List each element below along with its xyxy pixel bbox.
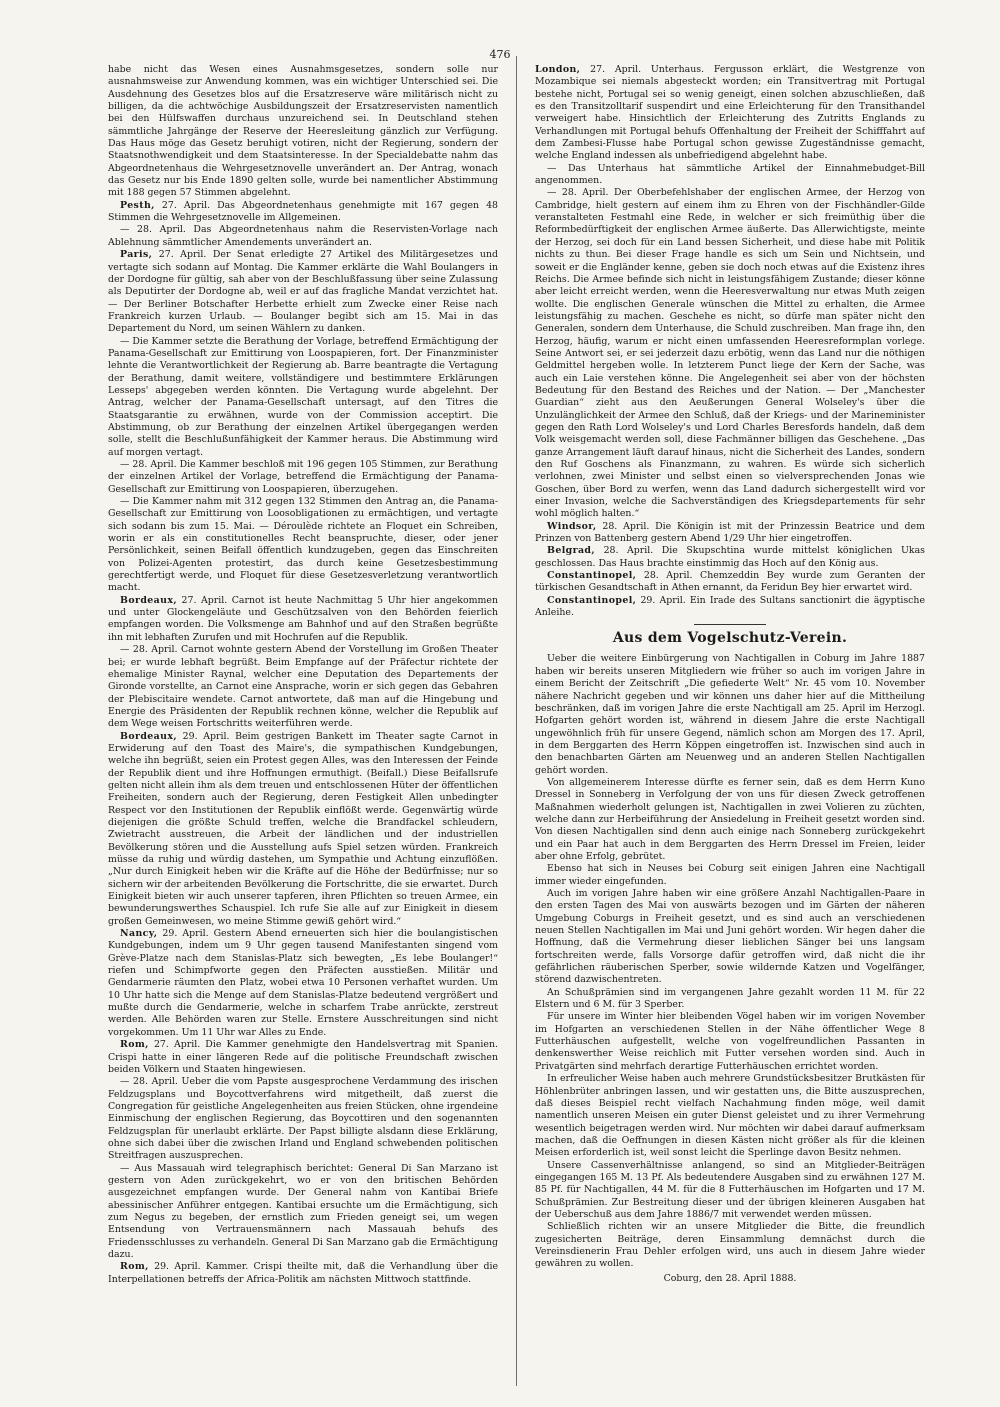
- article-text: — 28. April. Ueber die vom Papste ausgesprochene Verdammung des irischen Feldzugsplans und Boycottverfahrens wird mitgetheilt, daß zuerst die Congregation für geistliche Angelegenheiten aus freien Stücken, ohne irgendeine Einmischung der englischen Regierung, das Boycottiren und den sogenannten Feldzugsplan für unerlaubt erklärte. Der Papst billigte alsdann diese Erklärung, ohne sich dabei über die zwischen Irland und England schwebenden politischen Streitfragen auszusprechen.: [108, 1076, 498, 1162]
- section-paragraph: Von allgemeinerem Interesse dürfte es ferner sein, daß es dem Herrn Kuno Dressel in Sonneberg in Verfolgung der von uns für diesen Zweck getroffenen Maßnahmen wiederholt gelungen ist, Nachtigallen in zwei Volieren zu züchten, welche dann zur Herbeiführung der Ansiedelung in Freiheit gesetzt worden sind. Von diesen Nachtigallen sind denn auch einige nach Sonneberg zurückgekehrt und ein Paar hat auch in dem Berggarten des Herrn Dressel im Freien, leider aber ohne Erfolg, gebrütet.: [535, 776, 925, 862]
- article-text: 27. April. Der Senat erledigte 27 Artikel des Militärgesetzes und vertagte sich sodann auf Montag. Die Kammer erklärte die Wahl Boulangers in der Dordogne für gültig, sah aber von der Beschlußfassung über seine Zulassung als Deputirter der Dordogne ab, weil er auf das fragliche Mandat verzichtet hat. — Der Berliner Botschafter Herbette erhielt zum Zwecke einer Reise nach Frankreich kurzen Urlaub. — Boulanger begibt sich am 15. Mai in das Departement du Nord, um seinen Wählern zu danken.: [108, 249, 498, 335]
- article-paragraph: [108, 731, 498, 929]
- right-column: [535, 64, 925, 1384]
- dateline-place: Constantinopel,: [547, 594, 637, 606]
- dateline-place: Paris,: [120, 249, 153, 261]
- page-number: 476: [489, 48, 511, 61]
- dateline-place: Windsor,: [547, 520, 597, 532]
- section-paragraph: Ueber die weitere Einbürgerung von Nachtigallen in Coburg im Jahre 1887 haben wir bereits unseren Mitgliedern wie früher so auch im vorigen Jahre in einem Bericht der Zeitschrift „Die gefiederte Welt“ Nr. 45 vom 10. November nähere Nachricht gegeben und wir können uns daher hier auf die Mittheilung beschränken, daß im vorigen Jahre die erste Nachtigall am 25. April im Herzogl. Hofgarten gehört worden ist, während in diesem Jahre die erste Nachtigall ungewöhnlich früh für unsere Gegend, nämlich schon am Morgen des 17. April, in dem Berggarten des Herrn Köppen eingetroffen ist. Inzwischen sind auch in den benachbarten Gärten am Neuenweg und an anderen Stellen Nachtigallen gehört worden.: [535, 653, 925, 776]
- column-divider: [516, 56, 517, 1386]
- dateline-place: London,: [535, 64, 581, 75]
- section-paragraph: An Schußprämien sind im vergangenen Jahre gezahlt worden 11 M. für 22 Elstern und 6 M. für 3 Sperber.: [535, 986, 925, 1011]
- article-text: 29. April. Beim gestrigen Bankett im Theater sagte Carnot in Erwiderung auf den Toast des Maire's, die sympathischen Kundgebungen, welche ihn begrüßt, seien ein Protest gegen Alles, was den Interessen der Feinde der Republik dient und ihre Hoffnungen ermuthigt. (Beifall.) Diese Beifallsrufe gelten nicht allein ihm als dem treuen und entschlossenen Hüter der öffentlichen Freiheiten, sondern auch der Regierung, deren Festigkeit Allen unbedingter Respect vor den Institutionen der Republik einflößt werde. Gegenwärtig würde diejenigen die größte Schuld treffen, welche die Brandfackel schleudern, Zwietracht ausstreuen, die Arbeit der ländlichen und der industriellen Bevölkerung stören und die Ausstellung aufs Spiel setzen würden. Frankreich müsse da ruhig und würdig dastehen, um Sympathie und Achtung einzuflößen. „Nur durch Einigkeit heben wir die Kräfte auf die Höhe der Bedürfnisse; nur so sichern wir der arbeitenden Bevölkerung die Fortschritte, die sie erwartet. Durch Einigkeit bieten wir auch unserer tapferen, ihren Pflichten so treuen Armee, ein bewunderungswerthes Schauspiel. Ich rufe Sie alle auf zur Einigkeit in diesem großen Gemeinwesen, wo meine Stimme gewiß gehört wird.“: [108, 730, 498, 927]
- article-paragraph: [108, 496, 498, 595]
- dateline-place: Constantinopel,: [547, 570, 637, 582]
- article-text: 28. April. Die Königin ist mit der Prinzessin Beatrice und dem Prinzen von Battenberg gestern Abend 1/29 Uhr hier eingetroffen.: [535, 520, 925, 545]
- article-text: 28. April. Die Skupschtina wurde mittelst königlichen Ukas geschlossen. Das Haus brachte einstimmig das Hoch auf den König aus.: [535, 545, 925, 569]
- article-text: 28. April. Chemzeddin Bey wurde zum Geranten der türkischen Gesandtschaft in Athen ernannt, da Feridun Bey hier erwartet wird.: [535, 570, 925, 594]
- article-paragraph: [108, 928, 498, 1039]
- article-text: — 28. April. Der Oberbefehlshaber der englischen Armee, der Herzog von Cambridge, hielt gestern auf einem ihm zu Ehren von der Fischhändler-Gilde veranstalteten Festmahl eine Rede, in welcher er sich freimüthig über die Reformbedürftigkeit der englischen Armee äußerte. Das Allerwichtigste, meinte der Herzog, sei doch für ein Land bessen Sicherheit, und diese habe mit Politik nichts zu thun. Bei dieser Frage handle es sich um Sein und Nichtsein, und soweit er die Engländer kenne, geben sie doch noch etwas auf die Existenz ihres Reichs. Die Armee befinde sich nicht in leistungsfähigem Zustande; dieser könne aber leicht erreicht werden, wenn die Heeresverwaltung nur etwas Muth zeigen wollte. Die englischen Generale wünschen die Mittel zu erhalten, die Armee leistungsfähig zu machen. Geschehe es nicht, so dürfe man später nicht den Generalen, sondern dem Unterhause, die Schuld zuschreiben. Man frage ihn, den Herzog, häufig, warum er nicht einen umfassenden Heeresreformplan vorlege. Seine Antwort sei, er sei jederzeit dazu erbötig, wenn das Land nur die nöthigen Geldmittel hergeben wolle. In letzterem Punct liege der Kern der Sache, was auch ein Laie verstehen könne. Die Angelegenheit sei aber von der höchsten Bedeutung für den Bestand des Reiches und der Nation. — Der „Manchester Guardian“ zieht aus den Aeußerungen General Wolseley's über die Unzulänglichkeit der Armee den Schluß, daß der Kriegs- und der Marineminister gegen den Rath Lord Wolseley's und Lord Charles Beresfords handeln, daß dem Volk weisgemacht werden soll, diese Fachmänner billigen das Geschehene. „Das ganze Arrangement läuft darauf hinaus, nicht die Sicherheit des Landes, sondern den Ruf Goschens als Finanzmann, zu wahren. Es würde sich sicherlich verlohnen, zwei Minister und selbst einen so vielversprechenden Jonas wie Goschen, über Bord zu werfen, wenn das Land dadurch sichergestellt wird vor einer Invasion, welche die Sachverständigen des Kriegsdepartements für sehr wohl möglich halten.“: [535, 187, 925, 520]
- article-paragraph: [108, 1261, 498, 1286]
- article-paragraph: [535, 595, 925, 620]
- dateline-place: Belgrad,: [547, 545, 596, 557]
- article-text: habe nicht das Wesen eines Ausnahmsgesetzes, sondern solle nur ausnahmsweise zur Anwendung kommen, was ein wichtiger Unterschied sei. Die Ausdehnung des Gesetzes blos auf die Ersatzreserve wäre militärisch nicht zu billigen, da die achtwöchige Ausbildungszeit der Ersatzreservisten namentlich bei den Hülfswaffen durchaus unzureichend sei. In Deutschland stehen sämmtliche Jahrgänge der Reserve der Heeresleitung gänzlich zur Verfügung. Das Haus möge das Gesetz beruhigt votiren, nicht der Regierung, sondern der Staatsnothwendigkeit und dem Staatsinteresse. In der Specialdebatte nahm das Abgeordnetenhaus die Wehrgesetznovelle unverändert an. Der Antrag, wonach das Gesetz nur bis Ende 1890 gelten solle, wurde bei namentlicher Abstimmung mit 188 gegen 57 Stimmen abgelehnt.: [108, 64, 498, 199]
- dateline-place: Rom,: [120, 1039, 149, 1051]
- article-text: 29. April. Ein Irade des Sultans sanctionirt die ägyptische Anleihe.: [535, 594, 925, 619]
- article-text: — 28. April. Carnot wohnte gestern Abend der Vorstellung im Großen Theater bei; er wurde lebhaft begrüßt. Beim Empfange auf der Präfectur richtete der ehemalige Minister Raynal, welcher eine Deputation des Departements der Gironde vorstellte, an Carnot eine Ansprache, worin er sich gegen das Gebahren der Plebiscitaire wendete. Carnot antwortete, daß man auf die Hingebung und Energie des Präsidenten der Republik rechnen könne, welcher die Republik auf dem Wege weisen Fortschritts weiterführen werde.: [108, 644, 498, 730]
- article-paragraph: [108, 249, 498, 335]
- article-paragraph: [535, 545, 925, 570]
- article-text: 27. April. Unterhaus. Fergusson erklärt, die Westgrenze von Mozambique sei niemals abgesteckt worden; ein Transitvertrag mit Portugal bestehe nicht, Portugal sei so wenig geneigt, einen solchen abzuschließen, daß es den Transitzolltarif suspendirt und eine Erleichterung für den Transithandel verweigert habe. Hinsichtlich der Erleichterung des Zutritts Englands zu Verhandlungen mit Portugal behufs Offenhaltung der Freiheit der Schifffahrt auf dem Zambesi-Flusse habe Portugal schon gewisse Zugeständnisse gemacht, welche England indessen als unbefriedigend abgelehnt habe.: [535, 64, 925, 162]
- article-text: 27. April. Die Kammer genehmigte den Handelsvertrag mit Spanien. Crispi hatte in einer längeren Rede auf die politische Freundschaft zwischen beiden Völkern und Staaten hingewiesen.: [108, 1039, 498, 1075]
- article-text: — Das Unterhaus hat sämmtliche Artikel der Einnahmebudget-Bill angenommen.: [535, 162, 925, 187]
- article-paragraph: [108, 336, 498, 459]
- section-paragraph: Schließlich richten wir an unsere Mitglieder die Bitte, die freundlich zugesicherten Beiträge, deren Einsammlung demnächst durch die Vereinsdienerin Frau Dehler erfolgen wird, uns auch in diesem Jahre wieder gewähren zu wollen.: [535, 1221, 925, 1270]
- dateline-place: Bordeaux,: [120, 594, 177, 606]
- section-paragraph: Unsere Cassenverhältnisse anlangend, so sind an Mitglieder-Beiträgen eingegangen 165 M. 13 Pf. Als bedeutendere Ausgaben sind zu erwähnen 127 M. 85 Pf. für Nachtigallen, 44 M. für die 8 Futterhäuschen im Hofgarten und 17 M. Schußprämien. Zur Bestreitung dieser und der übrigen kleineren Ausgaben hat der Ueberschuß aus dem Jahre 1886/7 mit verwendet werden müssen.: [535, 1159, 925, 1220]
- section-paragraph: Für unsere im Winter hier bleibenden Vögel haben wir im vorigen November im Hofgarten an verschiedenen Stellen in der Nähe öffentlicher Wege 8 Futterhäuschen aufgestellt, welche von vogelfreundlichen Passanten in denkenswerther Weise reichlich mit Futter versehen worden sind. Auch in Privatgärten sind mehrfach derartige Futterhäuschen errichtet worden.: [535, 1011, 925, 1072]
- article-text: — Aus Massauah wird telegraphisch berichtet: General Di San Marzano ist gestern von Aden zurückgekehrt, wo er von den britischen Behörden ausgezeichnet empfangen wurde. Der General nahm von Kantibai Briefe abessinischer Anführer entgegen. Kantibai ersuchte um die Ermächtigung, sich zum Negus zu begeben, der ernstlich zum Frieden geneigt sei, um wegen Entsendung von Vertrauensmännern nach Massauah behufs des Friedensschlusses zu verhandeln. General Di San Marzano gab die Ermächtigung dazu.: [108, 1162, 498, 1260]
- article-text: 29. April. Kammer. Crispi theilte mit, daß die Verhandlung über die Interpellationen betreffs der Africa-Politik am nächsten Mittwoch stattfinde.: [108, 1261, 498, 1285]
- section-divider: [694, 624, 766, 625]
- section-paragraph: Auch im vorigen Jahre haben wir eine größere Anzahl Nachtigallen-Paare in den ersten Tagen des Mai von auswärts bezogen und im Gärten der näheren Umgebung Coburgs in Freiheit gesetzt, und es sind auch an verschiedenen neuen Stellen Nachtigallen im Mai und Juni gehört worden. Wir hegen daher die Hoffnung, daß die Vermehrung dieser lieblichen Sänger bei uns langsam fortschreiten werde, falls Vorsorge dafür getroffen wird, daß nicht die ihr gefährlichen räuberischen Sperber, sowie wildernde Katzen und Vogelfänger, störend dazwischentreten.: [535, 888, 925, 986]
- article-paragraph: [108, 1076, 498, 1162]
- dateline-place: Bordeaux,: [120, 730, 177, 742]
- article-paragraph: [535, 570, 925, 595]
- dateline-place: Pesth,: [120, 199, 155, 211]
- article-paragraph: [108, 644, 498, 730]
- section-paragraph: In erfreulicher Weise haben auch mehrere Grundstücksbesitzer Brutkästen für Höhlenbrüter anbringen lassen, und wir gestatten uns, die Bitte auszusprechen, daß dieses Beispiel recht vielfach Nachahmung finden möge, weil damit namentlich unseren Meisen ein guter Dienst geleistet und zu ihrer Vermehrung wesentlich beigetragen werden wird. Nur möchten wir dabei darauf aufmerksam machen, daß die Oeffnungen in diesen Kästen nicht größer als für die kleinen Meisen erforderlich ist, weil sonst leicht die Sperlinge davon Besitz nehmen.: [535, 1073, 925, 1159]
- dateline-place: Rom,: [120, 1261, 149, 1273]
- article-text: 27. April. Carnot ist heute Nachmittag 5 Uhr hier angekommen und unter Glockengeläute und Geschützsalven von den Behörden feierlich empfangen worden. Die Volksmenge am Bahnhof und auf den Straßen begrüßte ihn mit lebhaften Zurufen und mit Hochrufen auf die Republik.: [108, 594, 498, 643]
- section-title: Aus dem Vogelschutz-Verein.: [612, 630, 848, 647]
- dateline-place: Nancy,: [120, 928, 158, 940]
- article-paragraph: [535, 163, 925, 188]
- article-text: 29. April. Gestern Abend erneuerten sich hier die boulangistischen Kundgebungen, indem um 9 Uhr gegen tausend Manifestanten singend vom Grève-Platze nach dem Stanislas-Platz sich bewegten, „Es lebe Boulanger!“ riefen und Schimpfworte gegen den Präfecten ausstießen. Militär und Gendarmerie räumten den Platz, wobei etwa 10 Personen verhaftet wurden. Um 10 Uhr hatte sich die Menge auf dem Stanislas-Platze bedeutend vergrößert und mußte durch die Gendarmerie, welche in scharfem Trabe anrückte, zerstreut werden. Alle Behörden waren zur Stelle. Ernstere Ausschreitungen sind nicht vorgekommen. Um 11 Uhr war Alles zu Ende.: [108, 928, 498, 1038]
- article-paragraph: [108, 595, 498, 644]
- article-paragraph: [535, 521, 925, 546]
- section-signature: Coburg, den 28. April 1888.: [663, 1272, 797, 1284]
- article-text: — Die Kammer setzte die Berathung der Vorlage, betreffend Ermächtigung der Panama-Gesellschaft zur Emittirung von Loospapieren, fort. Der Finanzminister lehnte die Verantwortlichkeit der Regierung ab. Barre beantragte die Vertagung der Berathung, damit weitere, vollständigere und bestimmtere Erklärungen Lesseps' abgegeben werden könnten. Die Vertagung wurde abgelehnt. Der Antrag, welcher der Panama-Gesellschaft untersagt, auf den Titres die Staatsgarantie zu erwähnen, wurde von der Commission acceptirt. Die Abstimmung, ob zur Berathung der einzelnen Artikel übergegangen werden solle, stellt die Beschlußunfähigkeit der Kammer heraus. Die Abstimmung wird auf morgen vertagt.: [108, 335, 498, 458]
- article-paragraph: [108, 1163, 498, 1262]
- section-body: [535, 653, 925, 1270]
- left-column: [108, 64, 498, 1384]
- article-paragraph: [108, 459, 498, 496]
- section-paragraph: Ebenso hat sich in Neuses bei Coburg seit einigen Jahren eine Nachtigall immer wieder eingefunden.: [535, 863, 925, 887]
- article-paragraph: [535, 64, 925, 163]
- article-paragraph: [108, 1039, 498, 1076]
- article-text: — 28. April. Das Abgeordnetenhaus nahm die Reservisten-Vorlage nach Ablehnung sämmtlicher Amendements unverändert an.: [108, 224, 498, 248]
- article-paragraph: [535, 187, 925, 520]
- article-text: — Die Kammer nahm mit 312 gegen 132 Stimmen den Antrag an, die Panama-Gesellschaft zur Emittirung von Loosobligationen zu ermächtigen, und vertagte sich sodann bis zum 15. Mai. — Déroulède richtete an Floquet ein Schreiben, worin er als ein constitutionelles Recht beanspruchte, dieser, oder jener Persönlichkeit, seinen Beifall öffentlich kundzugeben, gegen das Einschreiten von Polizei-Agenten protestirt, das durch keine Gesetzesbestimmung gerechtfertigt werde, und Floquet für diese Gesetzesverletzung verantwortlich macht.: [108, 496, 498, 594]
- article-paragraph: [108, 224, 498, 249]
- article-text: — 28. April. Die Kammer beschloß mit 196 gegen 105 Stimmen, zur Berathung der einzelnen Artikel der Vorlage, betreffend die Ermächtigung der Panama-Gesellschaft zur Emittirung von Loospapieren, überzugehen.: [108, 459, 498, 495]
- right-column-news: [535, 64, 925, 619]
- article-paragraph: [108, 200, 498, 225]
- article-text: 27. April. Das Abgeordnetenhaus genehmigte mit 167 gegen 48 Stimmen die Wehrgesetznovelle im Allgemeinen.: [108, 199, 498, 224]
- article-paragraph: [108, 64, 498, 200]
